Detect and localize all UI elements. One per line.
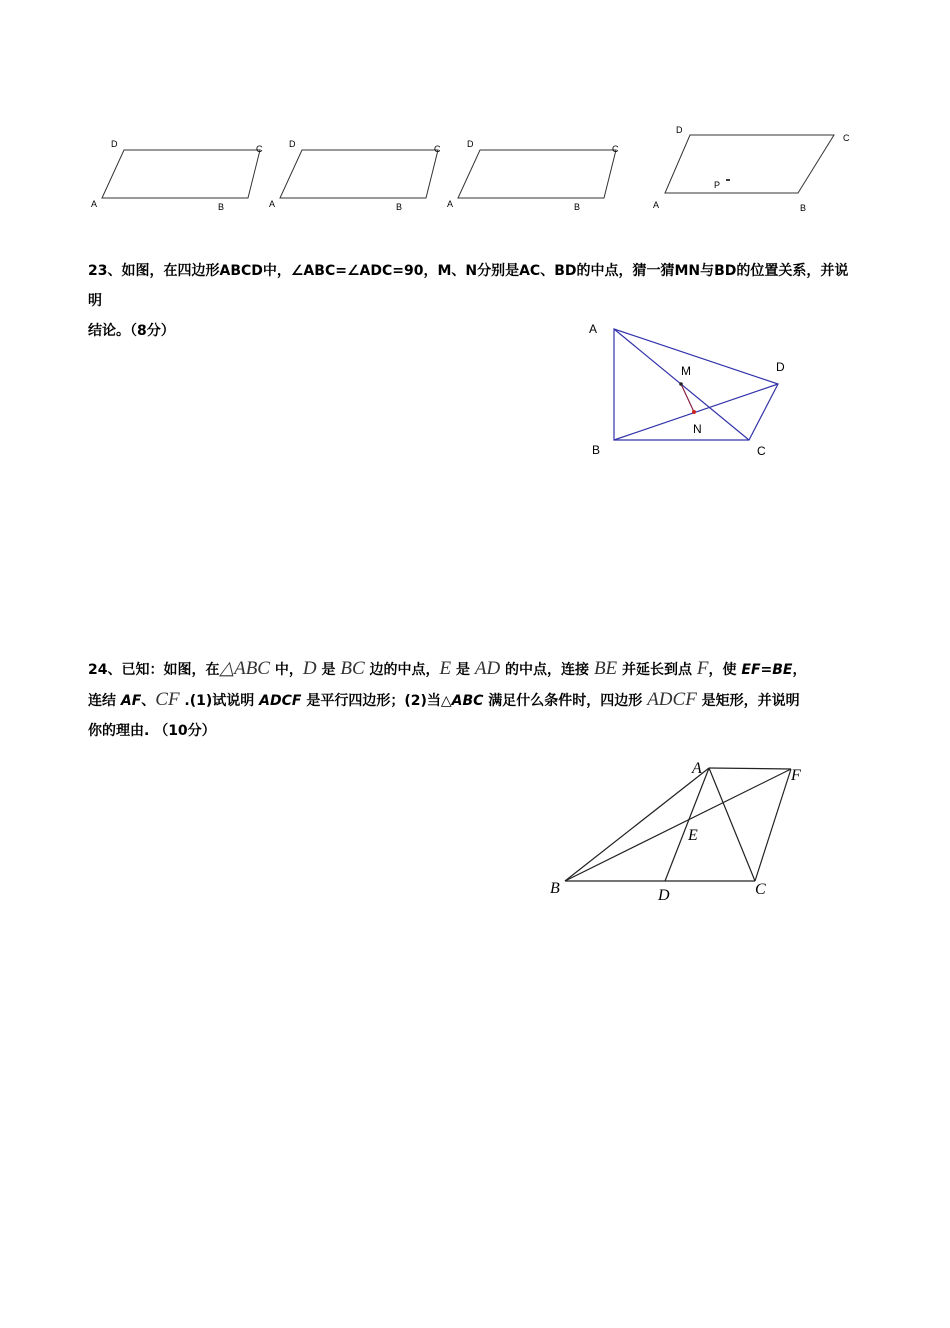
label-B: B xyxy=(218,202,225,212)
label-C: C xyxy=(843,133,850,143)
parallelogram-figure-2 xyxy=(266,135,446,217)
label-A: A xyxy=(269,199,276,209)
label-C: C xyxy=(755,881,766,898)
label-D: D xyxy=(289,139,296,149)
parallelogram-figure-3 xyxy=(444,135,624,217)
label-C: C xyxy=(434,144,441,154)
label-A: A xyxy=(447,199,454,209)
question-24-line-1: 24、已知：如图，在△ABC 中，D 是 BC 边的中点，E 是 AD 的中点，连接 BE 并延长到点 F，使 EF=BE， xyxy=(88,658,807,679)
question-24-line-3: 你的理由. （10分） xyxy=(88,723,216,739)
question-24 xyxy=(88,654,858,746)
label-C: C xyxy=(612,144,619,154)
triangle-ABC-parallelogram-ADCF-figure xyxy=(545,755,815,905)
label-D: D xyxy=(776,360,785,374)
label-A: A xyxy=(653,200,660,210)
math-triangle-ABC: △ABC xyxy=(219,658,270,679)
label-B: B xyxy=(574,202,581,212)
label-A: A xyxy=(589,322,598,336)
parallelogram-figure-1 xyxy=(88,135,268,217)
question-23-line-1: 23、如图，在四边形ABCD中，∠ABC=∠ADC=90，M、N分别是AC、BD的中点，猜一猜MN与BD的位置关系，并说明 xyxy=(88,263,849,309)
label-F: F xyxy=(791,767,801,784)
label-C: C xyxy=(757,444,766,458)
label-B: B xyxy=(550,880,560,897)
parallelogram-figure-4-with-point-P xyxy=(648,118,860,216)
label-D: D xyxy=(676,125,683,135)
label-N: N xyxy=(693,422,702,436)
label-A: A xyxy=(91,199,98,209)
question-23-line-2: 结论。（8分） xyxy=(88,323,175,339)
label-D: D xyxy=(658,887,670,904)
label-B: B xyxy=(396,202,403,212)
label-C: C xyxy=(256,144,263,154)
question-24-line-2: 连结 AF、CF .(1)试说明 ADCF 是平行四边形；(2)当△ABC 满足什么条件时，四边形 ADCF 是矩形，并说明 xyxy=(88,689,800,710)
label-B: B xyxy=(592,443,601,457)
label-D: D xyxy=(111,139,118,149)
label-M: M xyxy=(681,364,691,378)
label-P: P xyxy=(714,180,721,190)
quadrilateral-ABCD-figure xyxy=(582,318,792,460)
label-B: B xyxy=(800,203,807,213)
label-E: E xyxy=(688,827,698,844)
label-A: A xyxy=(692,760,702,777)
label-D: D xyxy=(467,139,474,149)
